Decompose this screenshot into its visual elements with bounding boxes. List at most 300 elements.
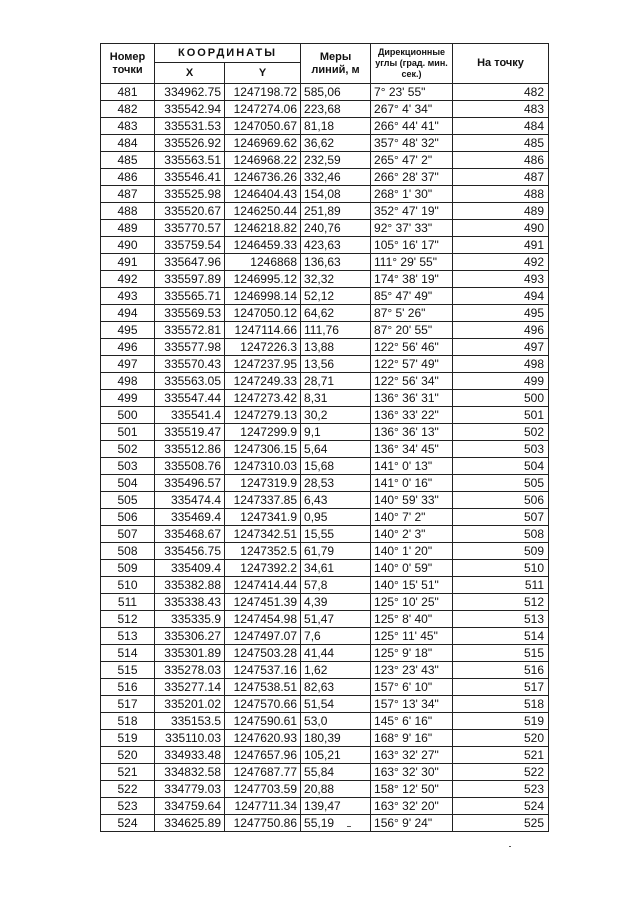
cell-y: 1247454.98 <box>225 611 301 628</box>
cell-point-number: 499 <box>101 390 155 407</box>
table-row <box>101 271 549 288</box>
cell-point-number: 487 <box>101 186 155 203</box>
cell-line-length: 251,89 <box>301 203 371 220</box>
cell-y: 1247279.13 <box>225 407 301 424</box>
table-row <box>101 458 549 475</box>
cell-line-length: 139,47 <box>301 798 371 815</box>
cell-line-length: 1,62 <box>301 662 371 679</box>
cell-line-length: 28,53 <box>301 475 371 492</box>
cell-directional-angle: 87° 20' 55" <box>371 322 453 339</box>
cell-x: 335546.41 <box>155 169 225 186</box>
cell-directional-angle: 141° 0' 16" <box>371 475 453 492</box>
cell-to-point: 498 <box>453 356 549 373</box>
header-y: Y <box>225 63 301 84</box>
cell-point-number: 494 <box>101 305 155 322</box>
cell-point-number: 486 <box>101 169 155 186</box>
cell-x: 335547.44 <box>155 390 225 407</box>
cell-to-point: 495 <box>453 305 549 322</box>
cell-x: 335338.43 <box>155 594 225 611</box>
cell-to-point: 522 <box>453 764 549 781</box>
table-row <box>101 322 549 339</box>
cell-line-length: 15,68 <box>301 458 371 475</box>
cell-y: 1246968.22 <box>225 152 301 169</box>
table-row <box>101 543 549 560</box>
cell-directional-angle: 267° 4' 34" <box>371 101 453 118</box>
cell-x: 335570.43 <box>155 356 225 373</box>
cell-y: 1247249.33 <box>225 373 301 390</box>
cell-to-point: 496 <box>453 322 549 339</box>
cell-x: 335759.54 <box>155 237 225 254</box>
cell-to-point: 499 <box>453 373 549 390</box>
cell-x: 335647.96 <box>155 254 225 271</box>
cell-directional-angle: 92° 37' 33" <box>371 220 453 237</box>
cell-y: 1247050.67 <box>225 118 301 135</box>
cell-line-length: 423,63 <box>301 237 371 254</box>
cell-x: 335577.98 <box>155 339 225 356</box>
cell-directional-angle: 111° 29' 55" <box>371 254 453 271</box>
cell-to-point: 508 <box>453 526 549 543</box>
cell-point-number: 497 <box>101 356 155 373</box>
cell-to-point: 517 <box>453 679 549 696</box>
cell-to-point: 487 <box>453 169 549 186</box>
table-row <box>101 509 549 526</box>
table-row <box>101 424 549 441</box>
cell-to-point: 504 <box>453 458 549 475</box>
cell-y: 1246736.26 <box>225 169 301 186</box>
cell-y: 1247703.59 <box>225 781 301 798</box>
cell-point-number: 484 <box>101 135 155 152</box>
cell-y: 1247319.9 <box>225 475 301 492</box>
cell-directional-angle: 163° 32' 27" <box>371 747 453 764</box>
cell-line-length: 180,39 <box>301 730 371 747</box>
cell-to-point: 503 <box>453 441 549 458</box>
cell-directional-angle: 136° 33' 22" <box>371 407 453 424</box>
table-row <box>101 152 549 169</box>
cell-to-point: 509 <box>453 543 549 560</box>
cell-directional-angle: 122° 56' 46" <box>371 339 453 356</box>
table-row <box>101 101 549 118</box>
table-row <box>101 220 549 237</box>
cell-to-point: 512 <box>453 594 549 611</box>
coordinates-table <box>100 43 549 832</box>
cell-line-length: 8,31 <box>301 390 371 407</box>
cell-directional-angle: 266° 44' 41" <box>371 118 453 135</box>
cell-directional-angle: 125° 8' 40" <box>371 611 453 628</box>
cell-directional-angle: 163° 32' 30" <box>371 764 453 781</box>
cell-line-length: 52,12 <box>301 288 371 305</box>
cell-directional-angle: 145° 6' 16" <box>371 713 453 730</box>
cell-y: 1247342.51 <box>225 526 301 543</box>
cell-directional-angle: 168° 9' 16" <box>371 730 453 747</box>
cell-line-length: 41,44 <box>301 645 371 662</box>
cell-point-number: 505 <box>101 492 155 509</box>
table-row <box>101 645 549 662</box>
cell-point-number: 493 <box>101 288 155 305</box>
table-row <box>101 373 549 390</box>
table-row <box>101 407 549 424</box>
cell-point-number: 524 <box>101 815 155 832</box>
cell-directional-angle: 141° 0' 13" <box>371 458 453 475</box>
cell-y: 1247687.77 <box>225 764 301 781</box>
cell-point-number: 496 <box>101 339 155 356</box>
cell-to-point: 482 <box>453 84 549 101</box>
cell-x: 335201.02 <box>155 696 225 713</box>
cell-to-point: 510 <box>453 560 549 577</box>
cell-y: 1246459.33 <box>225 237 301 254</box>
cell-line-length: 13,88 <box>301 339 371 356</box>
cell-line-length: 111,76 <box>301 322 371 339</box>
cell-y: 1247274.06 <box>225 101 301 118</box>
cell-x: 334779.03 <box>155 781 225 798</box>
cell-y: 1247337.85 <box>225 492 301 509</box>
cell-y: 1247451.39 <box>225 594 301 611</box>
cell-to-point: 505 <box>453 475 549 492</box>
cell-y: 1247538.51 <box>225 679 301 696</box>
cell-x: 335335.9 <box>155 611 225 628</box>
coordinates-sheet <box>100 43 549 832</box>
cell-point-number: 490 <box>101 237 155 254</box>
cell-directional-angle: 265° 47' 2" <box>371 152 453 169</box>
cell-line-length: 9,1 <box>301 424 371 441</box>
cell-directional-angle: 122° 57' 49" <box>371 356 453 373</box>
cell-point-number: 492 <box>101 271 155 288</box>
cell-directional-angle: 123° 23' 43" <box>371 662 453 679</box>
cell-line-length: 136,63 <box>301 254 371 271</box>
cell-point-number: 481 <box>101 84 155 101</box>
table-row <box>101 203 549 220</box>
cell-y: 1246995.12 <box>225 271 301 288</box>
cell-point-number: 500 <box>101 407 155 424</box>
cell-y: 1247537.16 <box>225 662 301 679</box>
cell-to-point: 525 <box>453 815 549 832</box>
cell-point-number: 501 <box>101 424 155 441</box>
cell-directional-angle: 174° 38' 19" <box>371 271 453 288</box>
table-row <box>101 713 549 730</box>
table-row <box>101 764 549 781</box>
table-row <box>101 611 549 628</box>
cell-to-point: 497 <box>453 339 549 356</box>
cell-to-point: 501 <box>453 407 549 424</box>
cell-point-number: 522 <box>101 781 155 798</box>
cell-directional-angle: 125° 10' 25" <box>371 594 453 611</box>
header-row-1 <box>101 44 549 63</box>
cell-x: 335474.4 <box>155 492 225 509</box>
table-row <box>101 577 549 594</box>
cell-x: 335409.4 <box>155 560 225 577</box>
cell-line-length: 240,76 <box>301 220 371 237</box>
cell-to-point: 494 <box>453 288 549 305</box>
cell-line-length: 30,2 <box>301 407 371 424</box>
cell-line-length: 105,21 <box>301 747 371 764</box>
cell-point-number: 516 <box>101 679 155 696</box>
cell-x: 335531.53 <box>155 118 225 135</box>
table-row <box>101 798 549 815</box>
cell-directional-angle: 268° 1' 30" <box>371 186 453 203</box>
cell-y: 1247050.12 <box>225 305 301 322</box>
cell-y: 1247237.95 <box>225 356 301 373</box>
table-row <box>101 560 549 577</box>
cell-point-number: 506 <box>101 509 155 526</box>
table-row <box>101 305 549 322</box>
cell-line-length: 585,06 <box>301 84 371 101</box>
table-row <box>101 135 549 152</box>
cell-point-number: 509 <box>101 560 155 577</box>
cell-x: 335153.5 <box>155 713 225 730</box>
cell-x: 335597.89 <box>155 271 225 288</box>
cell-directional-angle: 136° 34' 45" <box>371 441 453 458</box>
cell-line-length: 28,71 <box>301 373 371 390</box>
cell-to-point: 500 <box>453 390 549 407</box>
cell-line-length: 15,55 <box>301 526 371 543</box>
table-row <box>101 475 549 492</box>
cell-x: 335526.92 <box>155 135 225 152</box>
table-row <box>101 339 549 356</box>
cell-x: 335572.81 <box>155 322 225 339</box>
cell-line-length: 7,6 <box>301 628 371 645</box>
cell-x: 335525.98 <box>155 186 225 203</box>
cell-line-length: 82,63 <box>301 679 371 696</box>
cell-line-length: 81,18 <box>301 118 371 135</box>
cell-y: 1247299.9 <box>225 424 301 441</box>
cell-x: 334625.89 <box>155 815 225 832</box>
cell-x: 335496.57 <box>155 475 225 492</box>
cell-y: 1247392.2 <box>225 560 301 577</box>
header-point-number: Номер точки <box>101 44 155 84</box>
cell-point-number: 488 <box>101 203 155 220</box>
cell-directional-angle: 266° 28' 37" <box>371 169 453 186</box>
cell-point-number: 503 <box>101 458 155 475</box>
cell-line-length: 154,08 <box>301 186 371 203</box>
cell-y: 1247341.9 <box>225 509 301 526</box>
cell-line-length: 34,61 <box>301 560 371 577</box>
cell-x: 335563.51 <box>155 152 225 169</box>
cell-point-number: 512 <box>101 611 155 628</box>
cell-line-length: 51,47 <box>301 611 371 628</box>
cell-x: 335456.75 <box>155 543 225 560</box>
cell-y: 1247657.96 <box>225 747 301 764</box>
cell-x: 335541.4 <box>155 407 225 424</box>
cell-y: 1246404.43 <box>225 186 301 203</box>
table-row <box>101 237 549 254</box>
cell-y: 1247306.15 <box>225 441 301 458</box>
cell-x: 335770.57 <box>155 220 225 237</box>
cell-point-number: 515 <box>101 662 155 679</box>
cell-to-point: 507 <box>453 509 549 526</box>
cell-y: 1247503.28 <box>225 645 301 662</box>
cell-to-point: 491 <box>453 237 549 254</box>
cell-x: 335512.86 <box>155 441 225 458</box>
cell-point-number: 495 <box>101 322 155 339</box>
cell-x: 335569.53 <box>155 305 225 322</box>
cell-directional-angle: 136° 36' 13" <box>371 424 453 441</box>
cell-y: 1247414.44 <box>225 577 301 594</box>
cell-x: 335382.88 <box>155 577 225 594</box>
cell-directional-angle: 7° 23' 55" <box>371 84 453 101</box>
table-row <box>101 781 549 798</box>
cell-to-point: 493 <box>453 271 549 288</box>
cell-to-point: 506 <box>453 492 549 509</box>
cell-directional-angle: 140° 0' 59" <box>371 560 453 577</box>
cell-to-point: 519 <box>453 713 549 730</box>
cell-directional-angle: 352° 47' 19" <box>371 203 453 220</box>
cell-to-point: 518 <box>453 696 549 713</box>
cell-line-length: 5,64 <box>301 441 371 458</box>
table-row <box>101 747 549 764</box>
cell-directional-angle: 87° 5' 26" <box>371 305 453 322</box>
cell-to-point: 521 <box>453 747 549 764</box>
table-row <box>101 526 549 543</box>
cell-y: 1246250.44 <box>225 203 301 220</box>
cell-to-point: 524 <box>453 798 549 815</box>
cell-line-length: 13,56 <box>301 356 371 373</box>
cell-to-point: 489 <box>453 203 549 220</box>
table-row <box>101 254 549 271</box>
cell-to-point: 516 <box>453 662 549 679</box>
table-row <box>101 186 549 203</box>
table-row <box>101 628 549 645</box>
cell-line-length: 232,59 <box>301 152 371 169</box>
cell-x: 334759.64 <box>155 798 225 815</box>
cell-to-point: 490 <box>453 220 549 237</box>
cell-to-point: 523 <box>453 781 549 798</box>
cell-point-number: 514 <box>101 645 155 662</box>
cell-directional-angle: 157° 13' 34" <box>371 696 453 713</box>
table-row <box>101 441 549 458</box>
cell-point-number: 520 <box>101 747 155 764</box>
table-row <box>101 730 549 747</box>
table-row <box>101 594 549 611</box>
cell-x: 335519.47 <box>155 424 225 441</box>
cell-y: 1247226.3 <box>225 339 301 356</box>
cell-x: 335278.03 <box>155 662 225 679</box>
cell-y: 1247570.66 <box>225 696 301 713</box>
cell-y: 1247352.5 <box>225 543 301 560</box>
cell-line-length: 4,39 <box>301 594 371 611</box>
cell-line-length: 55,19 <box>301 815 371 832</box>
cell-to-point: 486 <box>453 152 549 169</box>
cell-y: 1246998.14 <box>225 288 301 305</box>
scan-mark <box>509 846 511 847</box>
table-row <box>101 84 549 101</box>
cell-point-number: 491 <box>101 254 155 271</box>
cell-y: 1247750.86 <box>225 815 301 832</box>
cell-line-length: 0,95 <box>301 509 371 526</box>
cell-x: 335508.76 <box>155 458 225 475</box>
cell-line-length: 223,68 <box>301 101 371 118</box>
cell-line-length: 20,88 <box>301 781 371 798</box>
cell-y: 1247310.03 <box>225 458 301 475</box>
header-directional-angles: Дирекционные углы (град. мин. сек.) <box>371 44 453 84</box>
cell-to-point: 492 <box>453 254 549 271</box>
cell-to-point: 485 <box>453 135 549 152</box>
cell-x: 335565.71 <box>155 288 225 305</box>
cell-point-number: 483 <box>101 118 155 135</box>
table-row <box>101 390 549 407</box>
cell-directional-angle: 140° 7' 2" <box>371 509 453 526</box>
cell-line-length: 51,54 <box>301 696 371 713</box>
cell-point-number: 485 <box>101 152 155 169</box>
scan-mark <box>347 826 351 827</box>
cell-to-point: 488 <box>453 186 549 203</box>
cell-point-number: 508 <box>101 543 155 560</box>
cell-line-length: 332,46 <box>301 169 371 186</box>
cell-to-point: 515 <box>453 645 549 662</box>
cell-y: 1246218.82 <box>225 220 301 237</box>
cell-line-length: 6,43 <box>301 492 371 509</box>
cell-x: 335469.4 <box>155 509 225 526</box>
cell-y: 1247273.42 <box>225 390 301 407</box>
header-coordinates: КООРДИНАТЫ <box>155 44 301 63</box>
cell-to-point: 483 <box>453 101 549 118</box>
table-row <box>101 169 549 186</box>
cell-point-number: 504 <box>101 475 155 492</box>
cell-y: 1247198.72 <box>225 84 301 101</box>
header-x: X <box>155 63 225 84</box>
cell-line-length: 55,84 <box>301 764 371 781</box>
cell-line-length: 61,79 <box>301 543 371 560</box>
cell-directional-angle: 157° 6' 10" <box>371 679 453 696</box>
cell-point-number: 498 <box>101 373 155 390</box>
cell-point-number: 521 <box>101 764 155 781</box>
cell-point-number: 482 <box>101 101 155 118</box>
cell-y: 1247590.61 <box>225 713 301 730</box>
cell-x: 335542.94 <box>155 101 225 118</box>
table-row <box>101 492 549 509</box>
cell-line-length: 36,62 <box>301 135 371 152</box>
cell-to-point: 513 <box>453 611 549 628</box>
cell-x: 335306.27 <box>155 628 225 645</box>
cell-directional-angle: 140° 15' 51" <box>371 577 453 594</box>
cell-to-point: 520 <box>453 730 549 747</box>
cell-directional-angle: 163° 32' 20" <box>371 798 453 815</box>
cell-to-point: 511 <box>453 577 549 594</box>
cell-y: 1247620.93 <box>225 730 301 747</box>
cell-to-point: 514 <box>453 628 549 645</box>
cell-directional-angle: 85° 47' 49" <box>371 288 453 305</box>
cell-y: 1246868 <box>225 254 301 271</box>
cell-to-point: 484 <box>453 118 549 135</box>
table-row <box>101 356 549 373</box>
cell-directional-angle: 156° 9' 24" <box>371 815 453 832</box>
cell-point-number: 507 <box>101 526 155 543</box>
table-row <box>101 118 549 135</box>
cell-x: 334933.48 <box>155 747 225 764</box>
cell-line-length: 64,62 <box>301 305 371 322</box>
cell-line-length: 57,8 <box>301 577 371 594</box>
cell-point-number: 510 <box>101 577 155 594</box>
cell-x: 334832.58 <box>155 764 225 781</box>
cell-directional-angle: 136° 36' 31" <box>371 390 453 407</box>
cell-point-number: 513 <box>101 628 155 645</box>
table-row <box>101 696 549 713</box>
cell-y: 1246969.62 <box>225 135 301 152</box>
cell-point-number: 502 <box>101 441 155 458</box>
cell-y: 1247711.34 <box>225 798 301 815</box>
cell-y: 1247114.66 <box>225 322 301 339</box>
cell-directional-angle: 140° 1' 20" <box>371 543 453 560</box>
header-to-point: На точку <box>453 44 549 84</box>
cell-to-point: 502 <box>453 424 549 441</box>
cell-line-length: 53,0 <box>301 713 371 730</box>
cell-directional-angle: 158° 12' 50" <box>371 781 453 798</box>
table-row <box>101 679 549 696</box>
cell-point-number: 523 <box>101 798 155 815</box>
cell-point-number: 517 <box>101 696 155 713</box>
cell-x: 335563.05 <box>155 373 225 390</box>
cell-x: 335520.67 <box>155 203 225 220</box>
cell-directional-angle: 140° 2' 3" <box>371 526 453 543</box>
cell-directional-angle: 122° 56' 34" <box>371 373 453 390</box>
